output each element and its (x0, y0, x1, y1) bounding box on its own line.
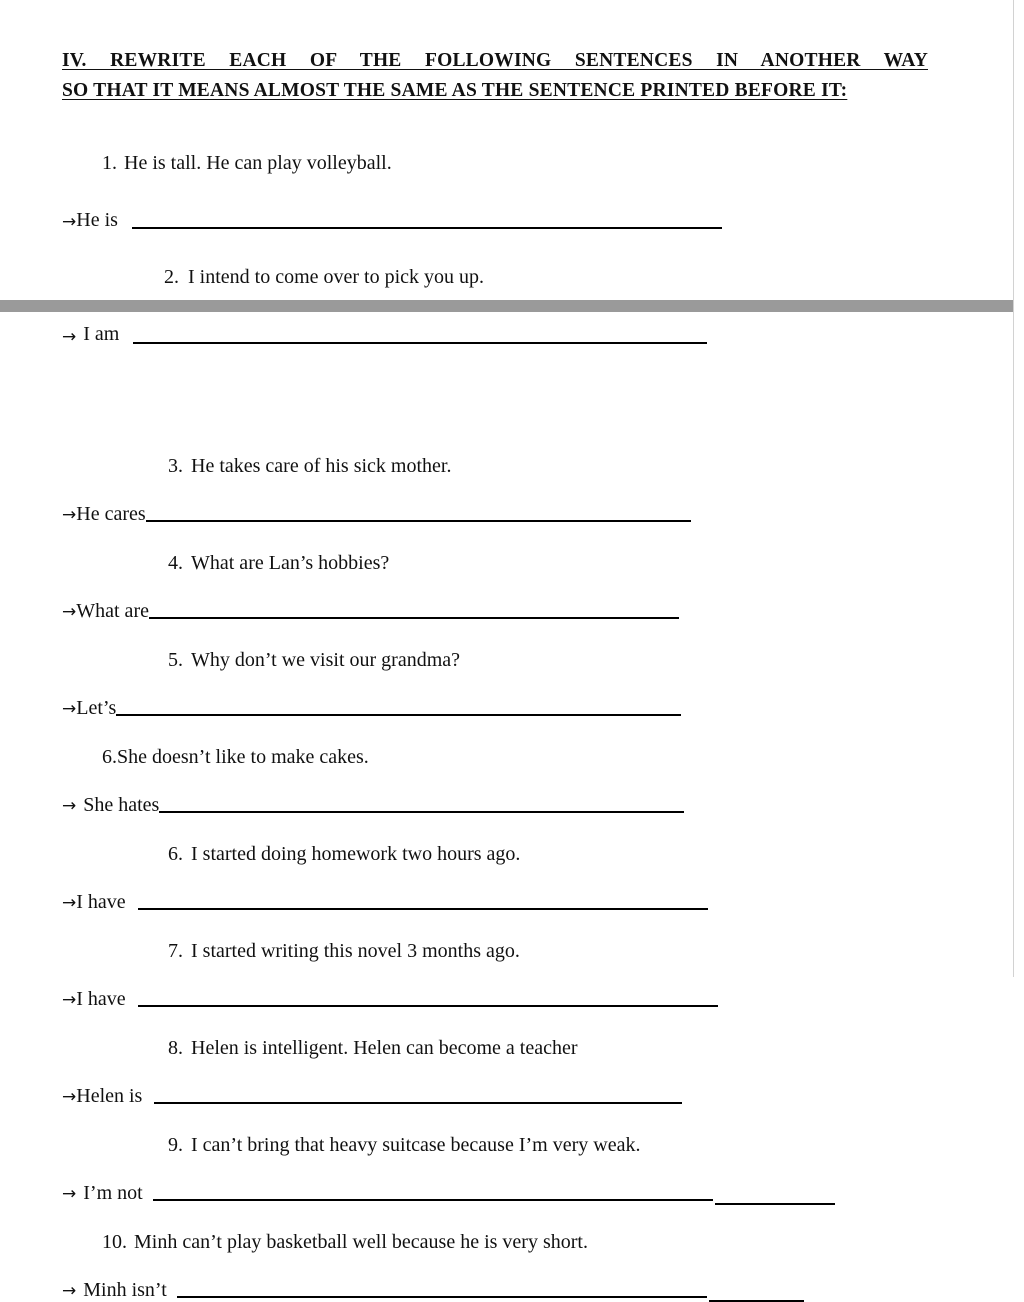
question-5-prompt (62, 626, 962, 695)
arrow-icon: → (62, 1184, 77, 1204)
question-5-number: 5. (168, 649, 183, 671)
question-5-answer-stem: Let’s (76, 697, 117, 719)
question-8-answer-stem: Helen is (76, 1085, 143, 1107)
question-3-blank[interactable] (146, 520, 691, 522)
question-2-blank[interactable] (133, 342, 707, 344)
question-6b-text: I started doing homework two hours ago. (191, 843, 521, 865)
question-3-text: He takes care of his sick mother. (191, 455, 452, 477)
question-9-text: I can’t bring that heavy suitcase because I’m very weak. (191, 1134, 641, 1156)
question-4-blank[interactable] (149, 617, 679, 619)
arrow-icon: → (62, 1087, 77, 1107)
question-6b-blank[interactable] (138, 908, 708, 910)
question-8-blank[interactable] (154, 1102, 682, 1104)
question-3-prompt (62, 432, 962, 501)
question-6b-answer-stem: I have (76, 891, 126, 913)
question-1-answer-stem: He is (76, 208, 118, 231)
question-9-number: 9. (168, 1134, 183, 1156)
question-8 (62, 1014, 962, 1108)
exercise-heading (62, 46, 962, 105)
question-9-blank-extra[interactable] (715, 1203, 835, 1205)
arrow-icon: → (62, 505, 77, 525)
arrow-icon: → (62, 326, 77, 347)
question-10-text: Minh can’t play basketball well because he is very short. (134, 1231, 588, 1253)
question-6b-answer (62, 891, 962, 914)
arrow-icon: → (62, 602, 77, 622)
question-8-text: Helen is intelligent. Helen can become a teacher (191, 1037, 578, 1059)
question-3 (62, 432, 962, 526)
question-3-answer-stem: He cares (76, 503, 146, 525)
question-2-number: 2. (164, 266, 179, 289)
question-9 (62, 1111, 962, 1205)
question-8-prompt (62, 1014, 962, 1083)
arrow-icon: → (62, 1281, 77, 1301)
question-9-answer-stem: I’m not (83, 1182, 143, 1204)
question-7-number: 7. (168, 940, 183, 962)
question-6a-blank[interactable] (159, 811, 684, 813)
question-5-text: Why don’t we visit our grandma? (191, 649, 461, 671)
question-6b (62, 820, 962, 914)
question-10 (62, 1208, 962, 1302)
question-5-blank[interactable] (116, 714, 681, 716)
question-7-text: I started writing this novel 3 months ago. (191, 940, 520, 962)
question-9-answer (62, 1182, 962, 1205)
question-5 (62, 626, 962, 720)
question-7-blank[interactable] (138, 1005, 718, 1007)
heading-line-2: SO THAT IT MEANS ALMOST THE SAME AS THE SENTENCE PRINTED BEFORE IT: (62, 79, 848, 101)
question-1-answer (62, 207, 962, 234)
question-4-answer-stem: What are (76, 600, 149, 622)
question-1-blank[interactable] (132, 227, 722, 229)
arrow-icon: → (62, 796, 77, 816)
question-6a-answer-stem: She hates (83, 794, 160, 816)
question-10-number: 10. (102, 1231, 127, 1253)
question-7 (62, 917, 962, 1011)
question-4-text: What are Lan’s hobbies? (191, 552, 390, 574)
question-4-answer (62, 600, 962, 623)
question-6a-text: She doesn’t like to make cakes. (117, 746, 369, 768)
question-10-answer-stem: Minh isn’t (83, 1279, 167, 1301)
question-9-blank[interactable] (153, 1199, 713, 1201)
question-7-answer-stem: I have (76, 988, 126, 1010)
exercise-section-bottom (62, 432, 962, 1302)
question-3-answer (62, 503, 962, 526)
question-2 (62, 237, 962, 347)
question-10-answer (62, 1279, 962, 1302)
question-2-answer-stem: I am (83, 322, 120, 345)
question-10-blank[interactable] (177, 1296, 707, 1298)
arrow-icon: → (62, 212, 77, 233)
question-6a (62, 723, 962, 817)
question-2-answer (62, 321, 962, 348)
heading-line-1: IV. REWRITE EACH OF THE FOLLOWING SENTENCES IN ANOTHER WAY (62, 50, 928, 71)
question-10-prompt (62, 1208, 962, 1277)
question-2-text: I intend to come over to pick you up. (188, 266, 485, 289)
question-6a-answer (62, 794, 962, 817)
question-7-prompt (62, 917, 962, 986)
question-1 (62, 123, 962, 233)
question-1-prompt (62, 123, 962, 203)
page-separator-band (0, 300, 1024, 312)
question-6a-number: 6. (102, 746, 117, 768)
question-7-answer (62, 988, 962, 1011)
question-4-number: 4. (168, 552, 183, 574)
question-6b-prompt (62, 820, 962, 889)
page-right-margin (1013, 0, 1024, 977)
arrow-icon: → (62, 699, 77, 719)
question-1-number: 1. (102, 152, 117, 175)
question-3-number: 3. (168, 455, 183, 477)
question-4-prompt (62, 529, 962, 598)
arrow-icon: → (62, 990, 77, 1010)
question-1-text: He is tall. He can play volleyball. (124, 152, 392, 175)
question-9-prompt (62, 1111, 962, 1180)
question-4 (62, 529, 962, 623)
question-6a-prompt (62, 723, 962, 792)
question-5-answer (62, 697, 962, 720)
question-8-answer (62, 1085, 962, 1108)
arrow-icon: → (62, 893, 77, 913)
question-8-number: 8. (168, 1037, 183, 1059)
question-6b-number: 6. (168, 843, 183, 865)
